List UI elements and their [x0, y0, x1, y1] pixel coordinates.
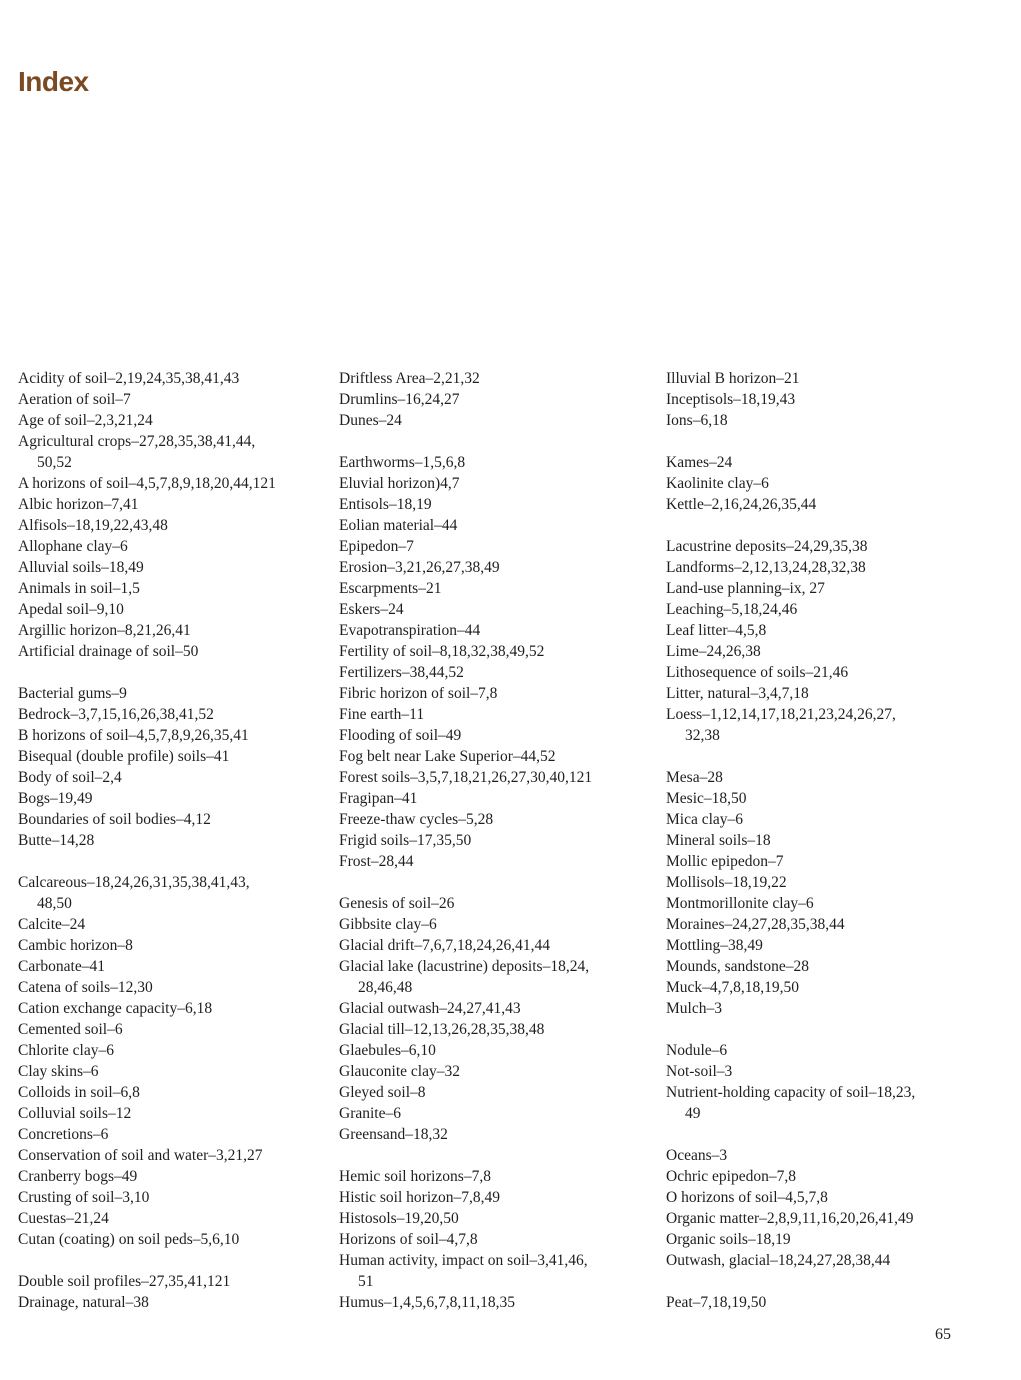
- index-entry: Moraines–24,27,28,35,38,44: [666, 916, 845, 933]
- index-entry: B horizons of soil–4,5,7,8,9,26,35,41: [18, 727, 249, 744]
- index-entry: Carbonate–41: [18, 958, 105, 975]
- index-entry: Allophane clay–6: [18, 538, 128, 555]
- index-entry: Glaebules–6,10: [339, 1042, 436, 1059]
- index-entry: Glacial till–12,13,26,28,35,38,48: [339, 1021, 545, 1038]
- index-entry: Mulch–3: [666, 1000, 722, 1017]
- index-entry: A horizons of soil–4,5,7,8,9,18,20,44,121: [18, 475, 276, 492]
- index-entry: Lithosequence of soils–21,46: [666, 664, 849, 681]
- index-entry: Epipedon–7: [339, 538, 414, 555]
- index-entry: Hemic soil horizons–7,8: [339, 1168, 491, 1185]
- index-entry: Earthworms–1,5,6,8: [339, 454, 466, 471]
- index-entry: Apedal soil–9,10: [18, 601, 124, 618]
- index-entry: Dunes–24: [339, 412, 402, 429]
- section-gap: [18, 1250, 333, 1271]
- index-entry: Genesis of soil–26: [339, 895, 455, 912]
- index-entry: Albic horizon–7,41: [18, 496, 139, 513]
- index-entry: Erosion–3,21,26,27,38,49: [339, 559, 500, 576]
- index-entry: Cemented soil–6: [18, 1021, 123, 1038]
- index-entry: Concretions–6: [18, 1126, 109, 1143]
- index-entry: Argillic horizon–8,21,26,41: [18, 622, 191, 639]
- index-entry: Kettle–2,16,24,26,35,44: [666, 496, 817, 513]
- index-entry: Leaching–5,18,24,46: [666, 601, 798, 618]
- index-entry-continuation: 50,52: [37, 454, 72, 471]
- index-entry: Inceptisols–18,19,43: [666, 391, 796, 408]
- index-entry: Eskers–24: [339, 601, 404, 618]
- index-entry: Freeze-thaw cycles–5,28: [339, 811, 494, 828]
- index-entry: Fibric horizon of soil–7,8: [339, 685, 498, 702]
- index-entry: Ions–6,18: [666, 412, 728, 429]
- section-gap: [339, 431, 659, 452]
- index-entry: Organic soils–18,19: [666, 1231, 791, 1248]
- index-entry: Driftless Area–2,21,32: [339, 370, 480, 387]
- index-entry: Mesa–28: [666, 769, 723, 786]
- index-entry: Histic soil horizon–7,8,49: [339, 1189, 501, 1206]
- index-entry: Age of soil–2,3,21,24: [18, 412, 153, 429]
- index-entry: Frost–28,44: [339, 853, 414, 870]
- index-entry-continuation: 48,50: [37, 895, 72, 912]
- index-entry: O horizons of soil–4,5,7,8: [666, 1189, 828, 1206]
- index-entry: Clay skins–6: [18, 1063, 99, 1080]
- section-gap: [666, 1271, 996, 1292]
- index-entry: Escarpments–21: [339, 580, 442, 597]
- index-entry: Granite–6: [339, 1105, 401, 1122]
- index-entry: Glacial lake (lacustrine) deposits–18,24,: [339, 958, 590, 975]
- index-entry: Glacial outwash–24,27,41,43: [339, 1000, 521, 1017]
- index-entry: Fog belt near Lake Superior–44,52: [339, 748, 556, 765]
- index-entry: Conservation of soil and water–3,21,27: [18, 1147, 263, 1164]
- index-entry: Lacustrine deposits–24,29,35,38: [666, 538, 868, 555]
- index-entry: Montmorillonite clay–6: [666, 895, 814, 912]
- section-gap: [339, 872, 659, 893]
- index-entry: Muck–4,7,8,18,19,50: [666, 979, 800, 996]
- index-entry: Cranberry bogs–49: [18, 1168, 138, 1185]
- index-entry: Cuestas–21,24: [18, 1210, 109, 1227]
- index-entry: Kaolinite clay–6: [666, 475, 769, 492]
- index-entry-continuation: 32,38: [685, 727, 720, 744]
- index-entry: Mineral soils–18: [666, 832, 771, 849]
- index-entry: Crusting of soil–3,10: [18, 1189, 150, 1206]
- index-entry: Animals in soil–1,5: [18, 580, 140, 597]
- section-gap: [339, 1145, 659, 1166]
- index-entry: Human activity, impact on soil–3,41,46,: [339, 1252, 588, 1269]
- index-entry: Aeration of soil–7: [18, 391, 131, 408]
- index-entry: Mounds, sandstone–28: [666, 958, 809, 975]
- page-number: 65: [935, 1326, 951, 1343]
- index-entry: Loess–1,12,14,17,18,21,23,24,26,27,: [666, 706, 896, 723]
- index-entry: Humus–1,4,5,6,7,8,11,18,35: [339, 1294, 515, 1311]
- index-entry: Cambic horizon–8: [18, 937, 133, 954]
- index-entry: Bisequal (double profile) soils–41: [18, 748, 230, 765]
- index-entry: Body of soil–2,4: [18, 769, 122, 786]
- index-entry: Drainage, natural–38: [18, 1294, 149, 1311]
- index-entry: Mesic–18,50: [666, 790, 747, 807]
- section-gap: [666, 1124, 996, 1145]
- index-entry: Glacial drift–7,6,7,18,24,26,41,44: [339, 937, 550, 954]
- index-entry: Calcareous–18,24,26,31,35,38,41,43,: [18, 874, 250, 891]
- index-entry: Cutan (coating) on soil peds–5,6,10: [18, 1231, 240, 1248]
- index-entry: Double soil profiles–27,35,41,121: [18, 1273, 231, 1290]
- index-entry-continuation: 49: [685, 1105, 701, 1122]
- section-gap: [666, 1019, 996, 1040]
- index-entry: Ochric epipedon–7,8: [666, 1168, 796, 1185]
- index-entry: Entisols–18,19: [339, 496, 432, 513]
- index-entry: Kames–24: [666, 454, 733, 471]
- index-entry: Butte–14,28: [18, 832, 95, 849]
- index-entry-continuation: 28,46,48: [358, 979, 413, 996]
- index-entry: Fertilizers–38,44,52: [339, 664, 464, 681]
- index-entry: Calcite–24: [18, 916, 86, 933]
- index-entry: Evapotranspiration–44: [339, 622, 481, 639]
- index-entry: Mollisols–18,19,22: [666, 874, 787, 891]
- index-entry: Flooding of soil–49: [339, 727, 462, 744]
- index-entry: Glauconite clay–32: [339, 1063, 460, 1080]
- index-entry: Alluvial soils–18,49: [18, 559, 144, 576]
- index-entry: Landforms–2,12,13,24,28,32,38: [666, 559, 866, 576]
- index-entry: Organic matter–2,8,9,11,16,20,26,41,49: [666, 1210, 914, 1227]
- index-entry: Bacterial gums–9: [18, 685, 127, 702]
- index-entry: Gleyed soil–8: [339, 1084, 426, 1101]
- index-entry: Illuvial B horizon–21: [666, 370, 800, 387]
- section-gap: [666, 515, 996, 536]
- index-column-1: [18, 368, 333, 1313]
- index-entry: Greensand–18,32: [339, 1126, 448, 1143]
- index-entry: Cation exchange capacity–6,18: [18, 1000, 213, 1017]
- index-entry: Drumlins–16,24,27: [339, 391, 460, 408]
- index-entry-continuation: 51: [358, 1273, 374, 1290]
- index-entry: Chlorite clay–6: [18, 1042, 114, 1059]
- page-title: Index: [18, 66, 89, 97]
- section-gap: [18, 851, 333, 872]
- index-entry: Fine earth–11: [339, 706, 425, 723]
- index-entry: Land-use planning–ix, 27: [666, 580, 825, 597]
- index-entry: Mollic epipedon–7: [666, 853, 784, 870]
- index-entry: Not-soil–3: [666, 1063, 733, 1080]
- index-entry: Eolian material–44: [339, 517, 458, 534]
- index-entry: Fragipan–41: [339, 790, 418, 807]
- index-entry: Bogs–19,49: [18, 790, 93, 807]
- index-entry: Nodule–6: [666, 1042, 728, 1059]
- index-entry: Mica clay–6: [666, 811, 744, 828]
- index-entry: Mottling–38,49: [666, 937, 763, 954]
- index-entry: Colluvial soils–12: [18, 1105, 132, 1122]
- index-entry: Oceans–3: [666, 1147, 728, 1164]
- index-entry: Gibbsite clay–6: [339, 916, 437, 933]
- index-entry: Frigid soils–17,35,50: [339, 832, 472, 849]
- index-entry: Fertility of soil–8,18,32,38,49,52: [339, 643, 545, 660]
- index-entry: Acidity of soil–2,19,24,35,38,41,43: [18, 370, 240, 387]
- section-gap: [18, 662, 333, 683]
- index-entry: Eluvial horizon)4,7: [339, 475, 460, 492]
- index-entry: Outwash, glacial–18,24,27,28,38,44: [666, 1252, 891, 1269]
- index-entry: Lime–24,26,38: [666, 643, 761, 660]
- index-entry: Horizons of soil–4,7,8: [339, 1231, 478, 1248]
- index-entry: Colloids in soil–6,8: [18, 1084, 140, 1101]
- index-entry: Leaf litter–4,5,8: [666, 622, 767, 639]
- index-column-2: [339, 368, 659, 1313]
- index-entry: Artificial drainage of soil–50: [18, 643, 199, 660]
- index-entry: Peat–7,18,19,50: [666, 1294, 767, 1311]
- index-entry: Alfisols–18,19,22,43,48: [18, 517, 168, 534]
- section-gap: [666, 746, 996, 767]
- section-gap: [666, 431, 996, 452]
- index-entry: Boundaries of soil bodies–4,12: [18, 811, 211, 828]
- index-entry: Forest soils–3,5,7,18,21,26,27,30,40,121: [339, 769, 593, 786]
- index-column-3: [666, 368, 996, 1313]
- index-entry: Nutrient-holding capacity of soil–18,23,: [666, 1084, 916, 1101]
- index-entry: Bedrock–3,7,15,16,26,38,41,52: [18, 706, 214, 723]
- index-entry: Histosols–19,20,50: [339, 1210, 459, 1227]
- index-entry: Catena of soils–12,30: [18, 979, 153, 996]
- index-entry: Agricultural crops–27,28,35,38,41,44,: [18, 433, 256, 450]
- index-entry: Litter, natural–3,4,7,18: [666, 685, 809, 702]
